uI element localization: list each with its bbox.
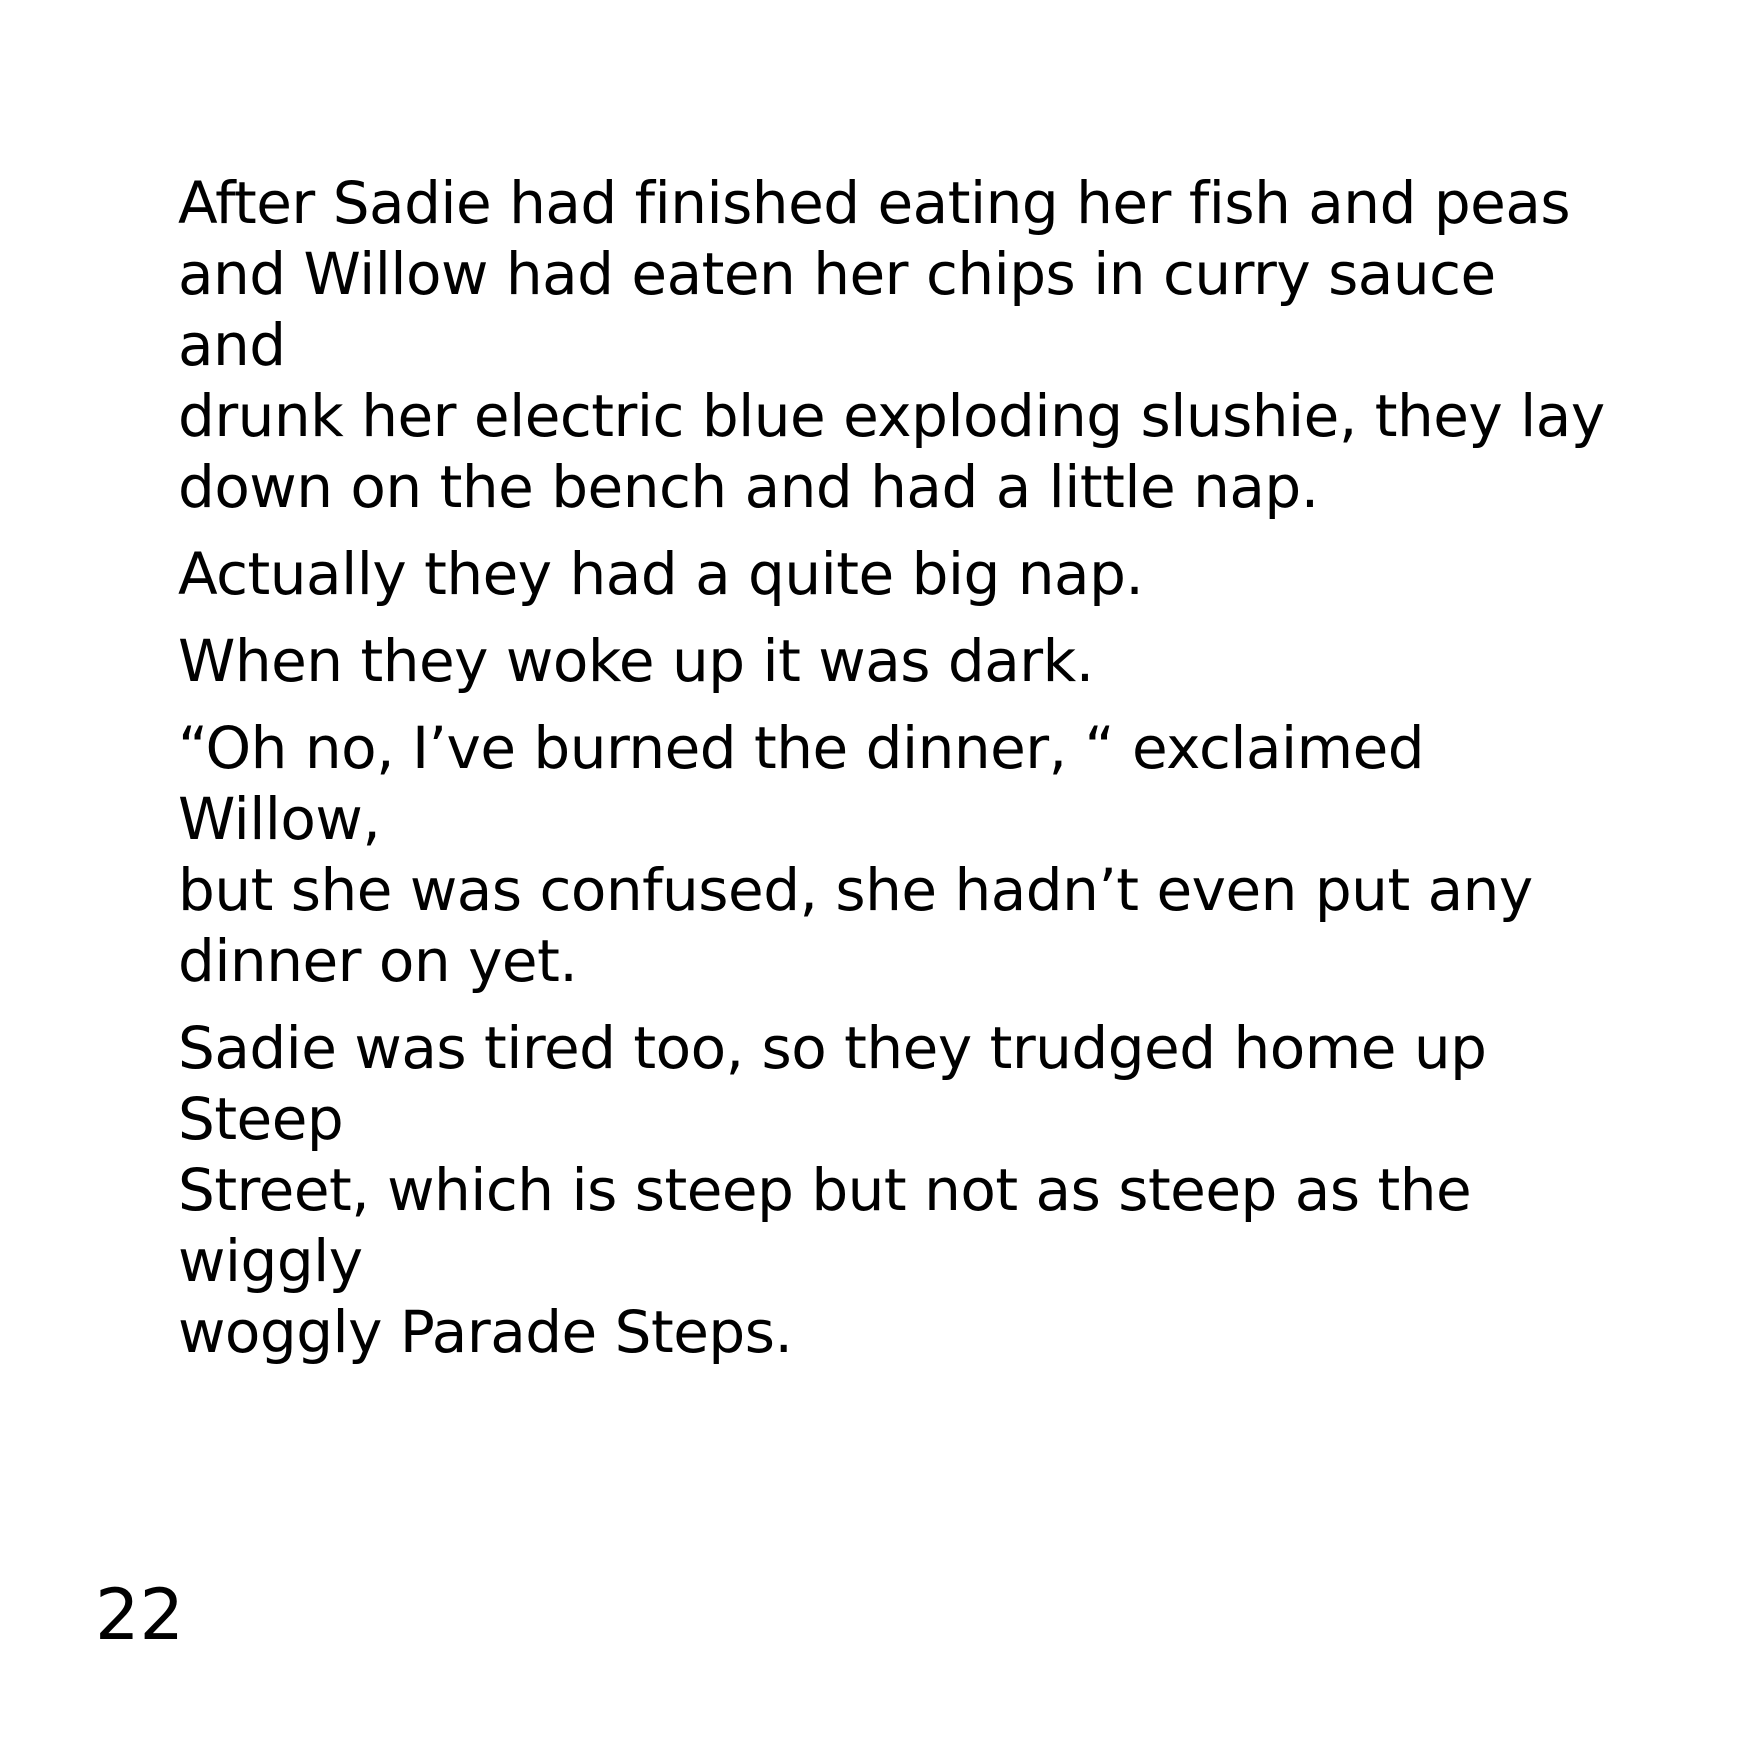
paragraph: “Oh no, I’ve burned the dinner, “ exclaimed Willow, but she was confused, she hadn’t even put any dinner on yet. xyxy=(178,714,1533,995)
paragraph: After Sadie had finished eating her fish and peas and Willow had eaten her chips in curry sauce and drunk her electric blue exploding slushie, they lay down on the bench and had a little nap. xyxy=(178,169,1605,521)
paragraph: Actually they had a quite big nap. xyxy=(178,540,1144,608)
paragraph: Sadie was tired too, so they trudged home up Steep Street, which is steep but not as steep as the wiggly woggly Parade Steps. xyxy=(178,1014,1487,1366)
page-number: 22 xyxy=(95,1574,185,1656)
story-text xyxy=(178,168,1618,1384)
paragraph: When they woke up it was dark. xyxy=(178,627,1094,695)
